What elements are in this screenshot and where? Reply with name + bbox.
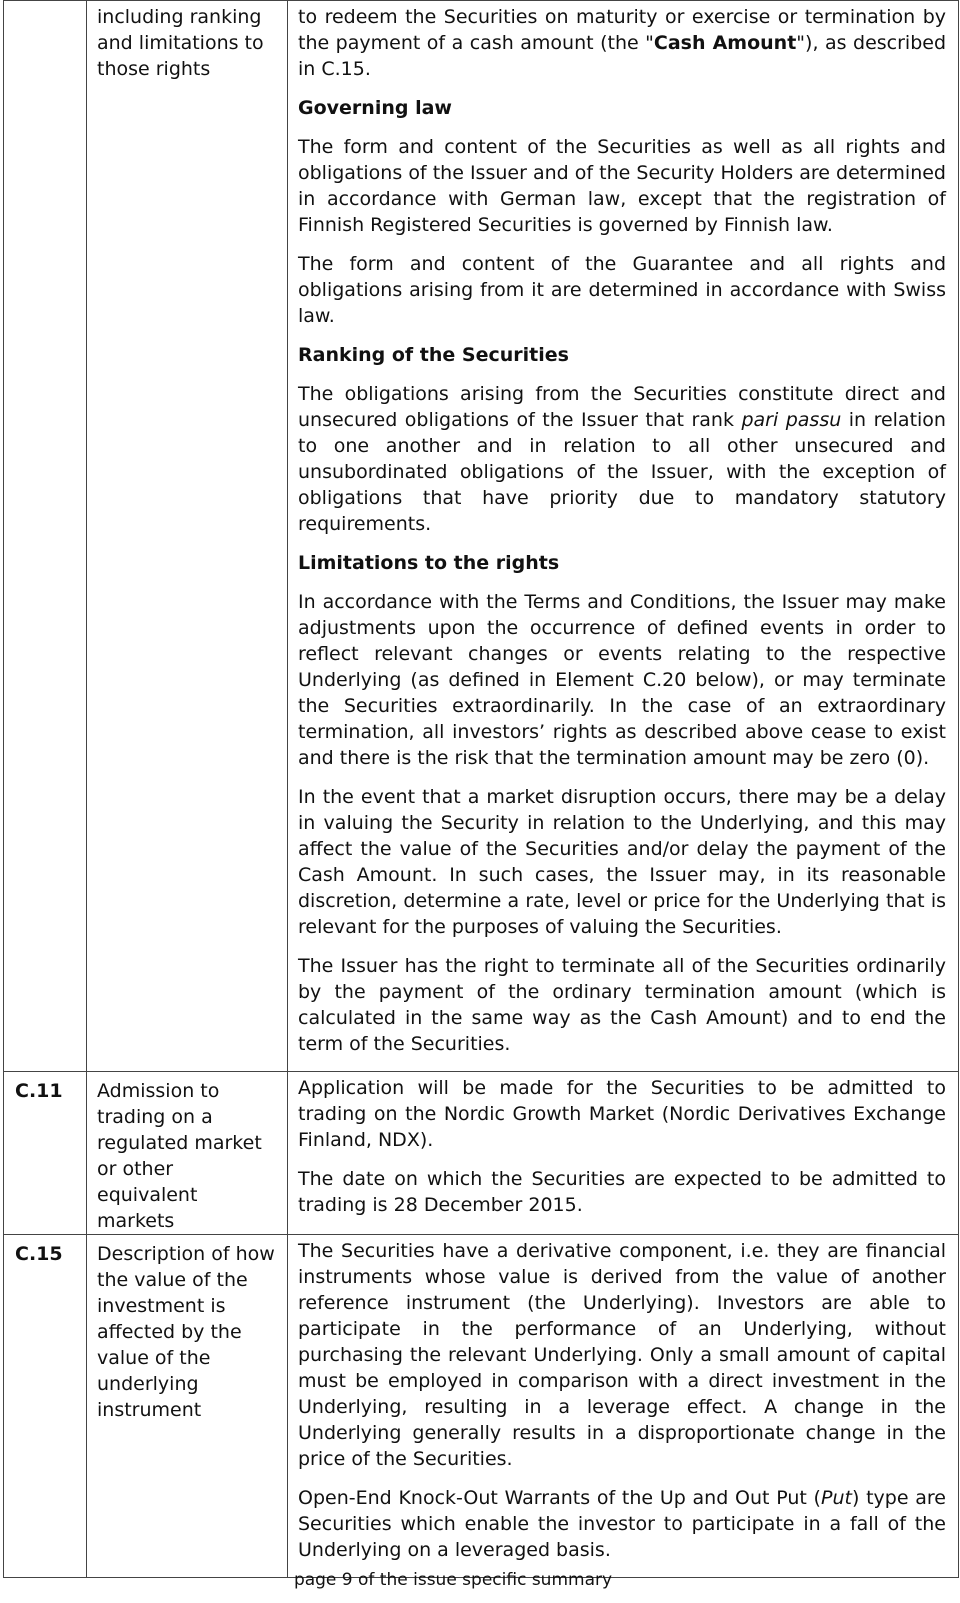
table-row	[4, 1235, 959, 1578]
ranking-paragraph: The obligations arising from the Securities constitute direct and unsecured obligations of the Issuer that rank pari passu in relation to one another and in relation to all other unsecured and unsubordinated obligations of the Issuer, with the exception of obligations that have priority due to mandatory statutory requirements.	[298, 383, 946, 535]
paragraph: The Issuer has the right to terminate all of the Securities ordinarily by the payment of the ordinary termination amount (which is calculated in the same way as the Cash Amount) and to end the term of the Securities.	[298, 955, 946, 1055]
cash-amount-term: Cash Amount	[653, 32, 797, 54]
paragraph: The date on which the Securities are expected to be admitted to trading is 28 December 2015.	[298, 1168, 946, 1216]
limitations-heading: Limitations to the rights	[298, 552, 560, 574]
table-row	[4, 1072, 959, 1235]
element-content-cell	[288, 1072, 959, 1235]
page-footer: page 9 of the issue specific summary	[293, 1570, 613, 1590]
element-label-cell: including ranking and limitations to those rights	[87, 1, 288, 1072]
element-id-cell: C.15	[4, 1235, 87, 1578]
element-content-cell	[288, 1, 959, 1072]
paragraph: The Securities have a derivative component, i.e. they are financial instruments whose value is derived from the value of another reference instrument (the Underlying). Investors are able to participate in the performance of an Underlying, without purchasing the relevant Underlying. Only a small amount of capital must be employed in comparison with a direct investment in the Underlying, resulting in a leverage effect. A change in the Underlying generally results in a disproportionate change in the price of the Securities.	[298, 1240, 946, 1470]
paragraph: Application will be made for the Securities to be admitted to trading on the Nordic Growth Market (Nordic Derivatives Exchange Finland, NDX).	[298, 1077, 946, 1151]
paragraph: In the event that a market disruption occurs, there may be a delay in valuing the Security in relation to the Underlying, and this may affect the value of the Securities and/or delay the payment of the Cash Amount. In such cases, the Issuer may, in its reasonable discretion, determine a rate, level or price for the Underlying that is relevant for the purposes of valuing the Securities.	[298, 786, 946, 938]
intro-paragraph: to redeem the Securities on maturity or exercise or termination by the payment of a cash amount (the "Cash Amount"), as described in C.15.	[298, 6, 947, 80]
paragraph: In accordance with the Terms and Conditions, the Issuer may make adjustments upon the occurrence of defined events in order to reflect relevant changes or events relating to the respective Underlying (as defined in Element C.20 below), or may terminate the Securities extraordinarily. In the case of an extraordinary termination, all investors’ rights as described above cease to exist and there is the risk that the termination amount may be zero (0).	[298, 591, 946, 769]
element-label-cell: Description of how the value of the investment is affected by the value of the underlying instrument	[87, 1235, 288, 1578]
table-row	[4, 1, 959, 1072]
paragraph: The form and content of the Guarantee and all rights and obligations arising from it are determined in accordance with Swiss law.	[298, 253, 946, 327]
element-id-cell: C.11	[4, 1072, 87, 1235]
paragraph: The form and content of the Securities as well as all rights and obligations of the Issuer and of the Security Holders are determined in accordance with German law, except that the registration of Finnish Registered Securities is governed by Finnish law.	[298, 136, 946, 236]
governing-law-heading: Governing law	[298, 97, 452, 119]
summary-table	[3, 0, 959, 1578]
ranking-heading: Ranking of the Securities	[298, 344, 569, 366]
warrant-type-paragraph: Open-End Knock-Out Warrants of the Up and Out Put (Put) type are Securities which enable the investor to participate in a fall of the Underlying on a leveraged basis.	[298, 1487, 946, 1561]
element-id-cell	[4, 1, 87, 1072]
pari-passu-term: pari passu	[741, 409, 842, 431]
put-term: Put	[820, 1487, 852, 1509]
element-label-cell: Admission to trading on a regulated market or other equivalent markets	[87, 1072, 288, 1235]
element-content-cell	[288, 1235, 959, 1578]
